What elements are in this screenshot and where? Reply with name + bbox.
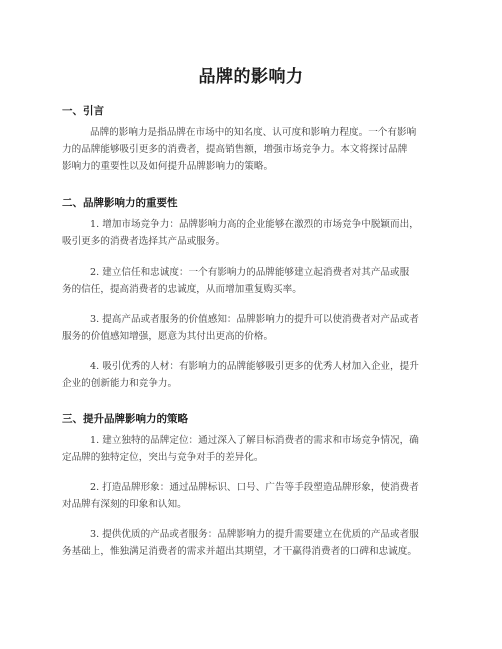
paragraph-line: 品牌的影响力是指品牌在市场中的知名度、认可度和影响力程度。一个有影响	[90, 127, 417, 138]
section-heading-importance: 二、品牌影响力的重要性	[62, 197, 178, 209]
paragraph-line: 企业的创新能力和竞争力。	[62, 378, 178, 389]
paragraph-line: 影响力的重要性以及如何提升品牌影响力的策略。	[62, 161, 274, 172]
paragraph-importance-1	[62, 216, 442, 250]
section-heading-introduction: 一、引言	[62, 105, 104, 117]
paragraph-importance-3	[62, 311, 442, 345]
paragraph-line: 1. 增加市场竞争力：品牌影响力高的企业能够在激烈的市场竞争中脱颖而出，	[90, 219, 419, 230]
paragraph-importance-2	[62, 264, 442, 298]
paragraph-line: 2. 建立信任和忠诚度：一个有影响力的品牌能够建立起消费者对其产品或服	[90, 267, 410, 278]
paragraph-line: 对品牌有深刻的印象和认知。	[62, 499, 187, 510]
paragraph-strategy-1	[62, 432, 442, 466]
paragraph-line: 吸引更多的消费者选择其产品或服务。	[62, 236, 226, 247]
paragraph-line: 3. 提高产品或者服务的价值感知：品牌影响力的提升可以使消费者对产品或者	[90, 314, 419, 325]
paragraph-line: 服务的价值感知增强，愿意为其付出更高的价格。	[62, 331, 274, 342]
paragraph-line: 力的品牌能够吸引更多的消费者，提高销售额，增强市场竞争力。本文将探讨品牌	[62, 144, 408, 155]
paragraph-line: 1. 建立独特的品牌定位：通过深入了解目标消费者的需求和市场竞争情况，确	[90, 435, 419, 446]
document-title: 品牌的影响力	[198, 67, 304, 87]
paragraph-line: 3. 提供优质的产品或者服务：品牌影响力的提升需要建立在优质的产品或者服	[90, 529, 419, 540]
section-heading-strategies: 三、提升品牌影响力的策略	[62, 413, 188, 425]
paragraph-line: 2. 打造品牌形象：通过品牌标识、口号、广告等手段塑造品牌形象，使消费者	[90, 482, 419, 493]
paragraph-line: 4. 吸引优秀的人材：有影响力的品牌能够吸引更多的优秀人材加入企业，提升	[90, 361, 419, 372]
paragraph-line: 务的信任，提高消费者的忠诚度，从而增加重复购买率。	[62, 284, 302, 295]
paragraph-importance-4	[62, 358, 442, 392]
paragraph-line: 务基础上，惟独满足消费者的需求并超出其期望，才干赢得消费者的口碑和忠诚度。	[62, 546, 417, 557]
paragraph-line: 定品牌的独特定位，突出与竞争对手的差异化。	[62, 452, 264, 463]
paragraph-strategy-2	[62, 479, 442, 513]
paragraph-strategy-3	[62, 526, 442, 560]
paragraph-introduction	[62, 124, 442, 175]
